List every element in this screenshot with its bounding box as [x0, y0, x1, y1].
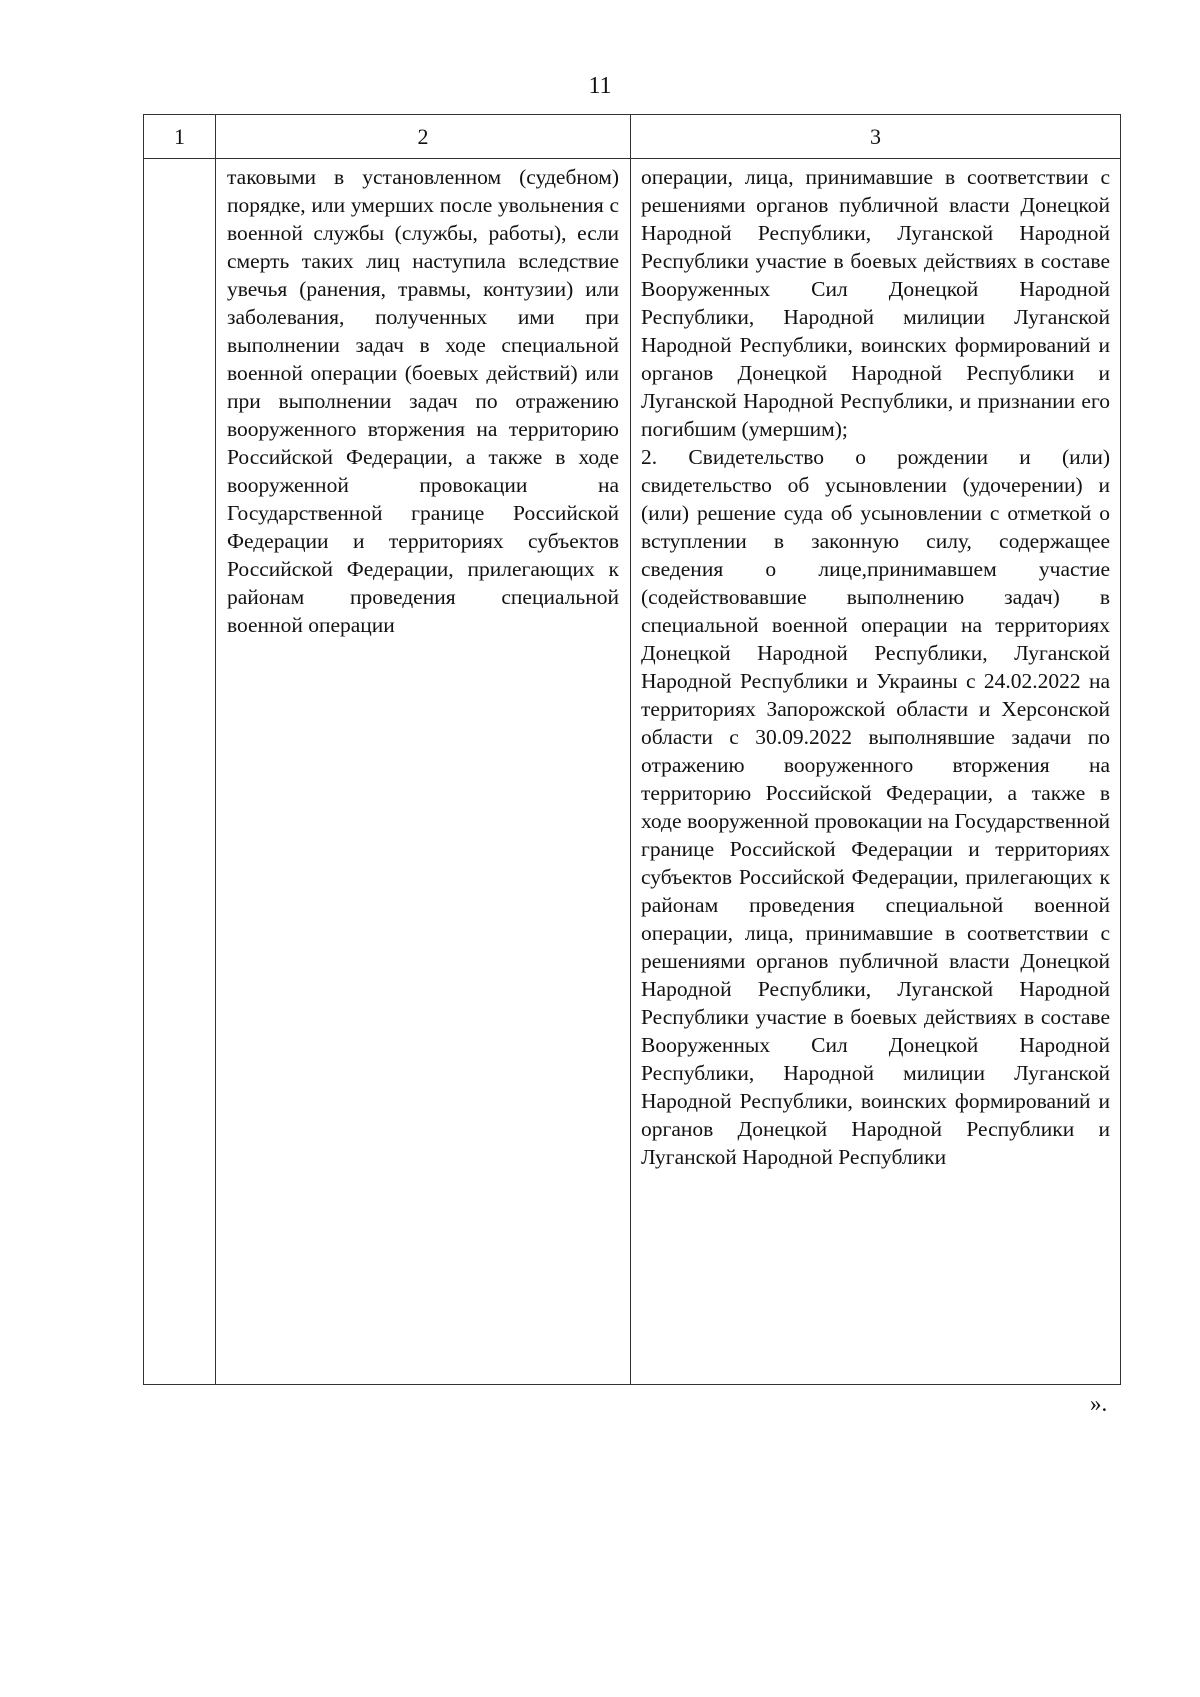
column-header-1: 1: [144, 115, 216, 159]
document-table: [143, 114, 1121, 1385]
table-row: [144, 159, 1121, 1385]
col3-paragraph-2: 2. Свидетельство о рождении и (или) свидетельство об усыновлении (удочерении) и (или) решение суда об усыновлении с отметкой о вступлении в законную силу, содержащее сведения о лице,принимавшем участие (содействовавшие выполнению задач) в специальной военной операции на территориях Донецкой Народной Республики, Луганской Народной Республики и Украины с 24.02.2022 на территориях Запорожской области и Херсонской области с 30.09.2022 выполнявшие задачи по отражению вооруженного вторжения на территорию Российской Федерации, а также в ходе вооруженной провокации на Государственной границе Российской Федерации и территориях субъектов Российской Федерации, прилегающих к районам проведения специальной военной операции, лица, принимавшие в соответствии с решениями органов публичной власти Донецкой Народной Республики, Луганской Народной Республики участие в боевых действиях в составе Вооруженных Сил Донецкой Народной Республики, Народной милиции Луганской Народной Республики, воинских формирований и органов Донецкой Народной Республики и Луганской Народной Республики: [641, 445, 1110, 1169]
table-cell-col2: [216, 159, 631, 1385]
table-cell-col3: [631, 159, 1121, 1385]
col3-paragraph-1: операции, лица, принимавшие в соответствии с решениями органов публичной власти Донецкой Народной Республики, Луганской Народной Республики участие в боевых действиях в составе Вооруженных Сил Донецкой Народной Республики, Народной милиции Луганской Народной Республики, воинских формирований и органов Донецкой Народной Республики и Луганской Народной Республики, и признании его погибшим (умершим);: [641, 165, 1110, 441]
table-header-row: [144, 115, 1121, 159]
table-cell-col1: [144, 159, 216, 1385]
column-header-3: 3: [631, 115, 1121, 159]
cell-text-col3: [631, 159, 1120, 1171]
cell-text-col2: таковыми в установленном (судебном) порядке, или умерших после увольнения с военной службы (службы, работы), если смерть таких лиц наступила вследствие увечья (ранения, травмы, контузии) или заболевания, полученных ими при выполнении задач в ходе специальной военной операции (боевых действий) или при выполнении задач по отражению вооруженного вторжения на территорию Российской Федерации, а также в ходе вооруженной провокации на Государственной границе Российской Федерации и территориях субъектов Российской Федерации, прилегающих к районам проведения специальной военной операции: [227, 165, 619, 637]
closing-quote-mark: ».: [1090, 1391, 1108, 1416]
page-number: 11: [588, 73, 612, 99]
column-header-2: 2: [216, 115, 631, 159]
